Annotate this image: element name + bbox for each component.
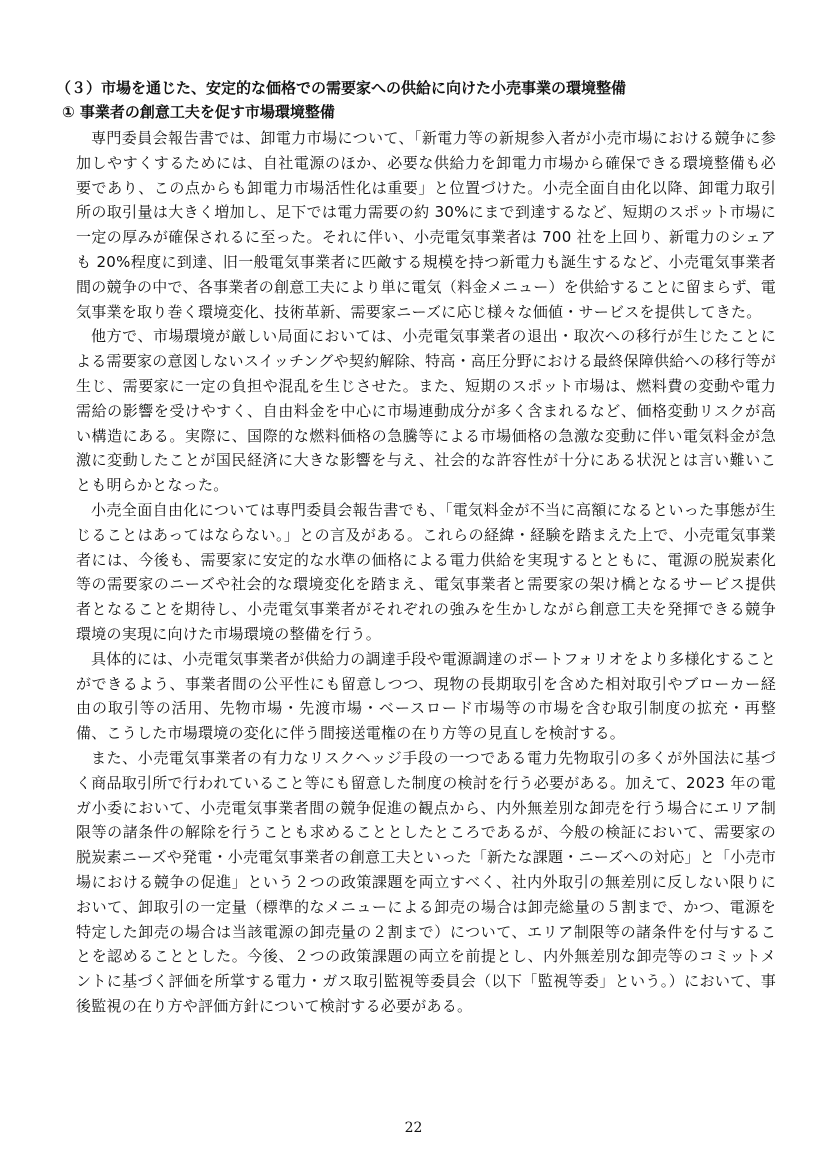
paragraph-2: 他方で、市場環境が厳しい局面においては、小売電気事業者の退出・取次への移行が生じたことによる需要家の意図しないスイッチングや契約解除、特高・高圧分野における最終保障供給への移行等が生じ、需要家に一定の負担や混乱を生じさせた。また、短期のスポット市場は、燃料費の変動や電力需給の影響を受けやすく、自由料金を中心に市場連動成分が多く含まれるなど、価格変動リスクが高い構造にある。実際に、国際的な燃料価格の急騰等による市場価格の急激な変動に伴い電気料金が急激に変動したことが国民経済に大きな影響を与え、社会的な許容性が十分にある状況とは言い難いことも明らかとなった。 xyxy=(76,327,776,495)
body-text xyxy=(76,126,776,1019)
page-number: 22 xyxy=(404,1120,423,1136)
subsection-heading: ① 事業者の創意工夫を促す市場環境整備 xyxy=(62,103,335,121)
section-heading: （３）市場を通じた、安定的な価格での需要家への供給に向けた小売事業の環境整備 xyxy=(56,79,627,97)
paragraph-3: 小売全面自由化については専門委員会報告書でも、「電気料金が不当に高額になるといった事態が生じることはあってはならない。」との言及がある。これらの経緯・経験を踏まえた上で、小売電気事業者には、今後も、需要家に安定的な水準の価格による電力供給を実現するとともに、電源の脱炭素化等の需要家のニーズや社会的な環境変化を踏まえ、電気事業者と需要家の架け橋となるサービス提供者となることを期待し、小売電気事業者がそれぞれの強みを生かしながら創意工夫を発揮できる競争環境の実現に向けた市場環境の整備を行う。 xyxy=(76,500,776,643)
paragraph-4: 具体的には、小売電気事業者が供給力の調達手段や電源調達のポートフォリオをより多様化することができるよう、事業者間の公平性にも留意しつつ、現物の長期取引を含めた相対取引やブローカー経由の取引等の活用、先物市場・先渡市場・ベースロード市場等の市場を含む取引制度の拡充・再整備、こうした市場環境の変化に伴う間接送電権の在り方等の見直しを検討する。 xyxy=(76,649,776,743)
paragraph-5: また、小売電気事業者の有力なリスクヘッジ手段の一つである電力先物取引の多くが外国法に基づく商品取引所で行われていること等にも留意した制度の検討を行う必要がある。加えて、2023 年の電ガ小委において、小売電気事業者間の競争促進の観点から、内外無差別な卸売を行う場合にエリア制限等の諸条件の解除を行うことも求めることとしたところであるが、今般の検証において、需要家の脱炭素ニーズや発電・小売電気事業者の創意工夫といった「新たな課題・ニーズへの対応」と「小売市場における競争の促進」という２つの政策課題を両立すべく、社内外取引の無差別に反しない限りにおいて、卸取引の一定量（標準的なメニューによる卸売の場合は卸売総量の５割まで、かつ、電源を特定した卸売の場合は当該電源の卸売量の２割まで）について、エリア制限等の諸条件を付与することを認めることとした。今後、２つの政策課題の両立を前提とし、内外無差別な卸売等のコミットメントに基づく評価を所掌する電力・ガス取引監視等委員会（以下「監視等委」という。）において、事後監視の在り方や評価方針について検討する必要がある。 xyxy=(76,748,777,1015)
paragraph-1: 専門委員会報告書では、卸電力市場について、「新電力等の新規参入者が小売市場における競争に参加しやすくするためには、自社電源のほか、必要な供給力を卸電力市場から確保できる環境整備も必要であり、この点からも卸電力市場活性化は重要」と位置づけた。小売全面自由化以降、卸電力取引所の取引量は大きく増加し、足下では電力需要の約 30%にまで到達するなど、短期のスポット市場に一定の厚みが確保されるに至った。それに伴い、小売電気事業者は 700 社を上回り、新電力のシェアも 20%程度に到達、旧一般電気事業者に匹敵する規模を持つ新電力も誕生するなど、小売電気事業者間の競争の中で、各事業者の創意工夫により単に電気（料金メニュー）を供給することに留まらず、電気事業を取り巻く環境変化、技術革新、需要家ニーズに応じ様々な価値・サービスを提供してきた。 xyxy=(76,129,777,321)
